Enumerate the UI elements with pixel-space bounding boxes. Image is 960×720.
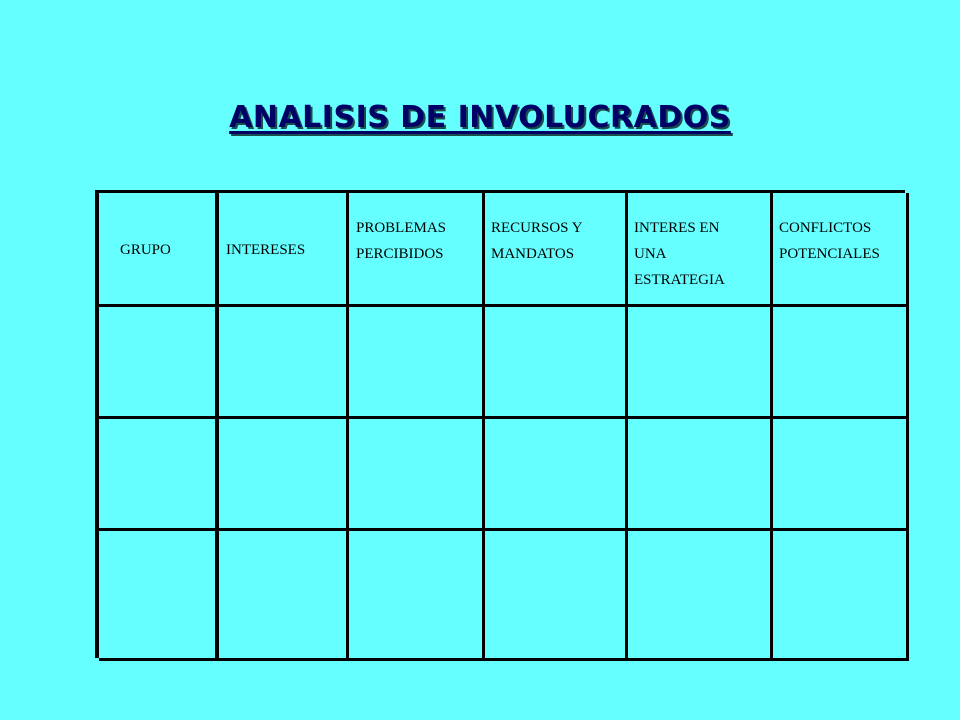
- header-label-recursos-y-mandatos: RECURSOS Y MANDATOS: [491, 220, 583, 262]
- header-cell-intereses: [219, 193, 349, 307]
- table-cell: [99, 307, 219, 419]
- header-label-interes-en-una-estrategia: INTERES EN UNA ESTRATEGIA: [634, 220, 725, 288]
- slide-title: ANALISIS DE INVOLUCRADOS: [229, 100, 731, 135]
- table-cell: [628, 419, 773, 531]
- table-cell: [485, 419, 628, 531]
- table-cell: [485, 531, 628, 661]
- header-label-problemas-percibidos: PROBLEMAS PERCIBIDOS: [356, 220, 447, 262]
- table-cell: [219, 531, 349, 661]
- table-cell: [628, 531, 773, 661]
- header-cell-interes-en-una-estrategia: [628, 193, 773, 307]
- table-cell: [349, 419, 485, 531]
- header-cell-recursos-y-mandatos: [485, 193, 628, 307]
- stakeholder-analysis-table: [95, 190, 905, 658]
- table-cell: [99, 531, 219, 661]
- table-cell: [219, 419, 349, 531]
- header-label-grupo: GRUPO: [120, 242, 171, 258]
- header-cell-grupo: [99, 193, 219, 307]
- table-cell: [773, 419, 909, 531]
- table-cell: [349, 531, 485, 661]
- header-cell-problemas-percibidos: [349, 193, 485, 307]
- header-label-conflictos-potenciales: CONFLICTOS POTENCIALES: [779, 220, 880, 262]
- header-label-intereses: INTERESES: [226, 242, 306, 258]
- table-cell: [773, 531, 909, 661]
- table-cell: [99, 419, 219, 531]
- table-cell: [219, 307, 349, 419]
- table-cell: [773, 307, 909, 419]
- table-cell: [349, 307, 485, 419]
- table-cell: [485, 307, 628, 419]
- table-cell: [628, 307, 773, 419]
- header-cell-conflictos-potenciales: [773, 193, 909, 307]
